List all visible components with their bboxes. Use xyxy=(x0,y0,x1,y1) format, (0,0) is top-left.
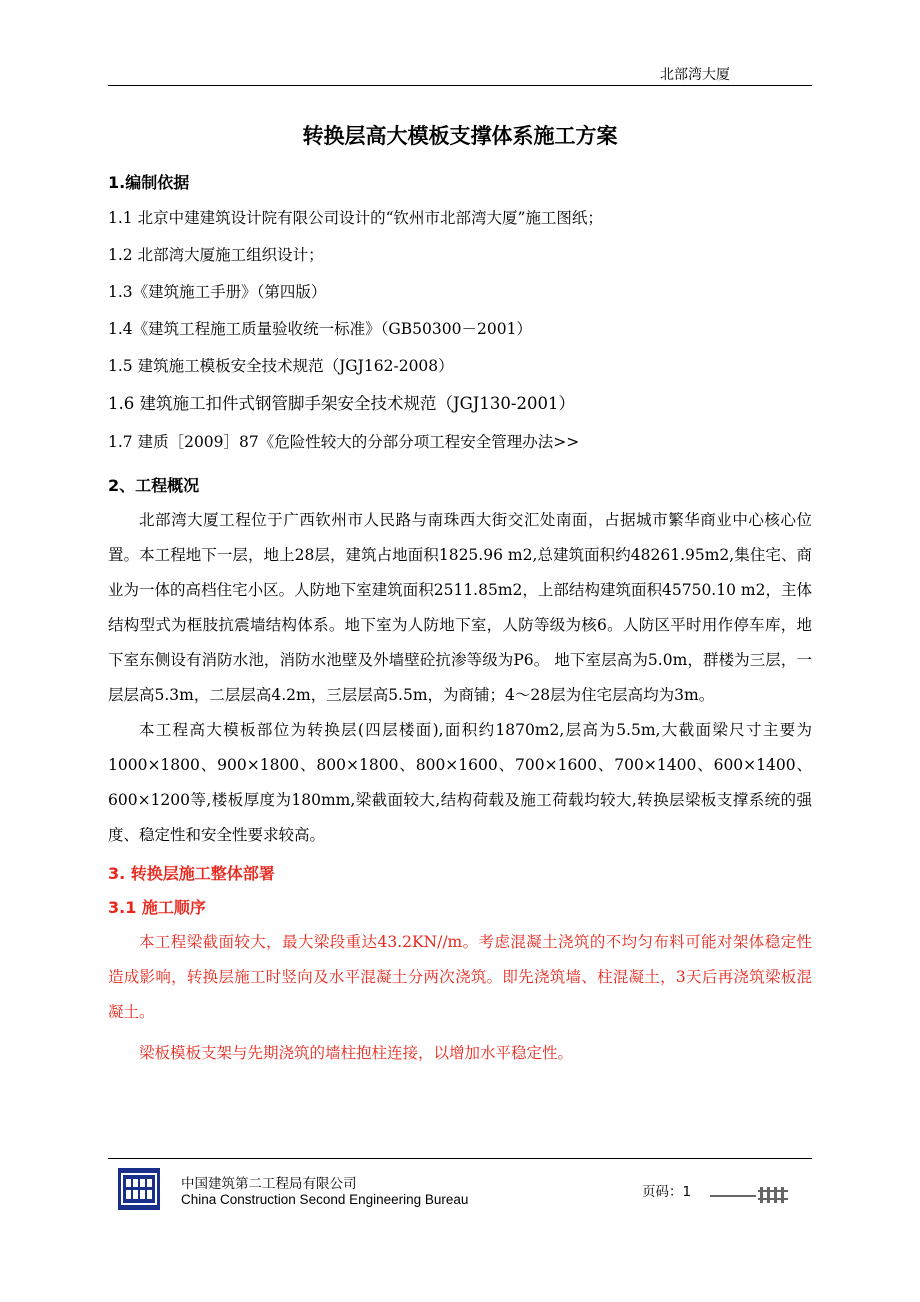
section-2-heading: 2、工程概况 xyxy=(108,476,200,495)
section-3-paragraph-2: 梁板模板支架与先期浇筑的墙柱抱柱连接，以增加水平稳定性。 xyxy=(139,1044,574,1062)
section-2-paragraph-2: 本工程高大模板部位为转换层(四层楼面),面积约1870m2,层高为5.5m,大截面梁尺寸主要为1000×1800、900×1800、800×1800、800×1600、700×1600、700×1400、600×1400、600×1200等,楼板厚度为180mm,梁截面较大,结构荷载及施工荷载均较大,转换层梁板支撑系统的强度、稳定性和安全性要求较高。 xyxy=(108,721,812,844)
list-item: 1.6 建筑施工扣件式钢管脚手架安全技术规范（JGJ130-2001） xyxy=(108,394,575,413)
section-3-paragraph-1: 本工程梁截面较大，最大梁段重达43.2KN//m。考虑混凝土浇筑的不均匀布料可能对架体稳定性造成影响，转换层施工时竖向及水平混凝土分两次浇筑。即先浇筑墙、柱混凝土，3天后再浇筑梁板混凝土。 xyxy=(108,933,812,1021)
list-item: 1.5 建筑施工模板安全技术规范（JGJ162-2008） xyxy=(108,357,454,375)
section-1-heading: 1.编制依据 xyxy=(108,173,190,192)
header-divider xyxy=(108,85,812,86)
list-item: 1.3《建筑施工手册》（第四版） xyxy=(108,283,327,301)
page-number: 页码：1 xyxy=(642,1184,692,1200)
section-3-heading: 3. 转换层施工整体部署 xyxy=(108,864,275,883)
footer-ornament xyxy=(710,1185,790,1209)
section-2-paragraph-1: 北部湾大厦工程位于广西钦州市人民路与南珠西大街交汇处南面，占据城市繁华商业中心核心位置。本工程地下一层，地上28层，建筑占地面积1825.96 m2,总建筑面积约48261.95m2,集住宅、商业为一体的高档住宅小区。人防地下室建筑面积2511.85m2，上部结构建筑面积45750.10 m2，主体结构型式为框肢抗震墙结构体系。地下室为人防地下室，人防等级为核6。人防区平时用作停车库，地下室东侧设有消防水池，消防水池壁及外墙壁砼抗渗等级为P6。 地下室层高为5.0m，群楼为三层，一层层高5.3m，二层层高4.2m，三层层高5.5m，为商铺；4～28层为住宅层高均为3m。 xyxy=(108,511,812,704)
company-name-en: China Construction Second Engineering Bureau xyxy=(181,1192,469,1207)
document-title: 转换层高大模板支撑体系施工方案 xyxy=(302,124,618,148)
section-3-1-heading: 3.1 施工顺序 xyxy=(108,898,206,917)
list-item: 1.2 北部湾大厦施工组织设计； xyxy=(108,246,324,264)
list-item: 1.7 建质［2009］87《危险性较大的分部分项工程安全管理办法>> xyxy=(108,433,580,451)
list-item: 1.4《建筑工程施工质量验收统一标准》（GB50300－2001） xyxy=(108,320,532,338)
header-title: 北部湾大厦 xyxy=(660,67,730,83)
list-item: 1.1 北京中建建筑设计院有限公司设计的“钦州市北部湾大厦”施工图纸； xyxy=(108,209,603,227)
footer-divider xyxy=(108,1158,812,1159)
cscec-logo-icon xyxy=(118,1168,160,1210)
document-body xyxy=(108,172,812,1071)
company-name-cn: 中国建筑第二工程局有限公司 xyxy=(181,1176,357,1192)
